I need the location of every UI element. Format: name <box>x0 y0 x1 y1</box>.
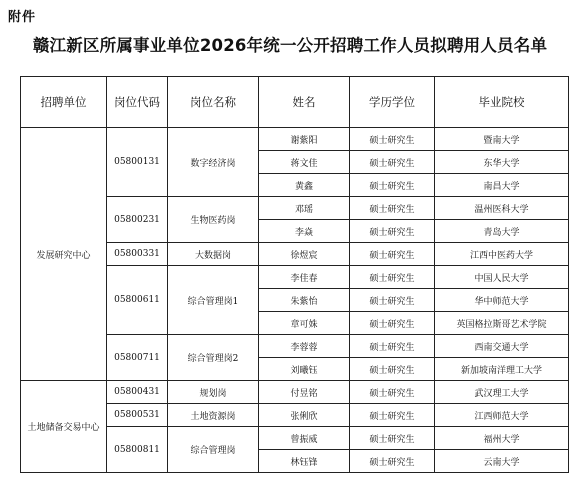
cell-position: 大数据岗 <box>168 243 259 266</box>
cell-name: 邓瑶 <box>259 197 350 220</box>
cell-code: 05800811 <box>107 427 168 473</box>
cell-education: 硕士研究生 <box>350 197 435 220</box>
header-name: 姓名 <box>259 77 350 128</box>
cell-name: 林钰锋 <box>259 450 350 473</box>
hiring-roster-table <box>20 76 569 473</box>
cell-position: 综合管理岗 <box>168 427 259 473</box>
cell-code: 05800131 <box>107 128 168 197</box>
cell-school: 东华大学 <box>435 151 569 174</box>
cell-name: 黄鑫 <box>259 174 350 197</box>
cell-education: 硕士研究生 <box>350 220 435 243</box>
table-row <box>21 128 569 151</box>
cell-school: 华中师范大学 <box>435 289 569 312</box>
cell-position: 土地资源岗 <box>168 404 259 427</box>
cell-code: 05800711 <box>107 335 168 381</box>
cell-code: 05800531 <box>107 404 168 427</box>
cell-school: 新加坡南洋理工大学 <box>435 358 569 381</box>
cell-education: 硕士研究生 <box>350 289 435 312</box>
cell-education: 硕士研究生 <box>350 404 435 427</box>
cell-name: 张俐欣 <box>259 404 350 427</box>
cell-school: 暨南大学 <box>435 128 569 151</box>
cell-unit: 土地储备交易中心 <box>21 381 107 473</box>
cell-school: 云南大学 <box>435 450 569 473</box>
cell-school: 西南交通大学 <box>435 335 569 358</box>
cell-education: 硕士研究生 <box>350 151 435 174</box>
cell-education: 硕士研究生 <box>350 381 435 404</box>
cell-position: 数字经济岗 <box>168 128 259 197</box>
cell-education: 硕士研究生 <box>350 266 435 289</box>
cell-name: 徐煜宸 <box>259 243 350 266</box>
cell-position: 规划岗 <box>168 381 259 404</box>
cell-name: 付昱铭 <box>259 381 350 404</box>
cell-school: 英国格拉斯哥艺术学院 <box>435 312 569 335</box>
cell-school: 福州大学 <box>435 427 569 450</box>
cell-name: 朱紫怡 <box>259 289 350 312</box>
header-code: 岗位代码 <box>107 77 168 128</box>
cell-name: 谢紫阳 <box>259 128 350 151</box>
attachment-label: 附件 <box>8 10 37 25</box>
cell-school: 温州医科大学 <box>435 197 569 220</box>
cell-name: 李佳春 <box>259 266 350 289</box>
cell-code: 05800331 <box>107 243 168 266</box>
cell-school: 武汉理工大学 <box>435 381 569 404</box>
cell-code: 05800431 <box>107 381 168 404</box>
cell-education: 硕士研究生 <box>350 174 435 197</box>
cell-school: 江西师范大学 <box>435 404 569 427</box>
cell-education: 硕士研究生 <box>350 335 435 358</box>
cell-school: 南昌大学 <box>435 174 569 197</box>
cell-education: 硕士研究生 <box>350 358 435 381</box>
header-position: 岗位名称 <box>168 77 259 128</box>
cell-name: 李焱 <box>259 220 350 243</box>
cell-name: 蒋文佳 <box>259 151 350 174</box>
cell-school: 青岛大学 <box>435 220 569 243</box>
cell-position: 生物医药岗 <box>168 197 259 243</box>
document-title: 赣江新区所属事业单位2026年统一公开招聘工作人员拟聘用人员名单 <box>32 36 548 55</box>
cell-school: 中国人民大学 <box>435 266 569 289</box>
header-unit: 招聘单位 <box>21 77 107 128</box>
cell-education: 硕士研究生 <box>350 128 435 151</box>
table-row <box>21 381 569 404</box>
cell-name: 曾振威 <box>259 427 350 450</box>
cell-position: 综合管理岗1 <box>168 266 259 335</box>
cell-name: 李蓉蓉 <box>259 335 350 358</box>
cell-name: 章可姝 <box>259 312 350 335</box>
cell-code: 05800611 <box>107 266 168 335</box>
cell-school: 江西中医药大学 <box>435 243 569 266</box>
cell-name: 刘曦钰 <box>259 358 350 381</box>
cell-education: 硕士研究生 <box>350 427 435 450</box>
table-header-row <box>21 77 569 128</box>
cell-unit: 发展研究中心 <box>21 128 107 381</box>
table-body <box>21 128 569 473</box>
cell-education: 硕士研究生 <box>350 312 435 335</box>
cell-education: 硕士研究生 <box>350 243 435 266</box>
header-education: 学历学位 <box>350 77 435 128</box>
cell-code: 05800231 <box>107 197 168 243</box>
cell-education: 硕士研究生 <box>350 450 435 473</box>
cell-position: 综合管理岗2 <box>168 335 259 381</box>
header-school: 毕业院校 <box>435 77 569 128</box>
